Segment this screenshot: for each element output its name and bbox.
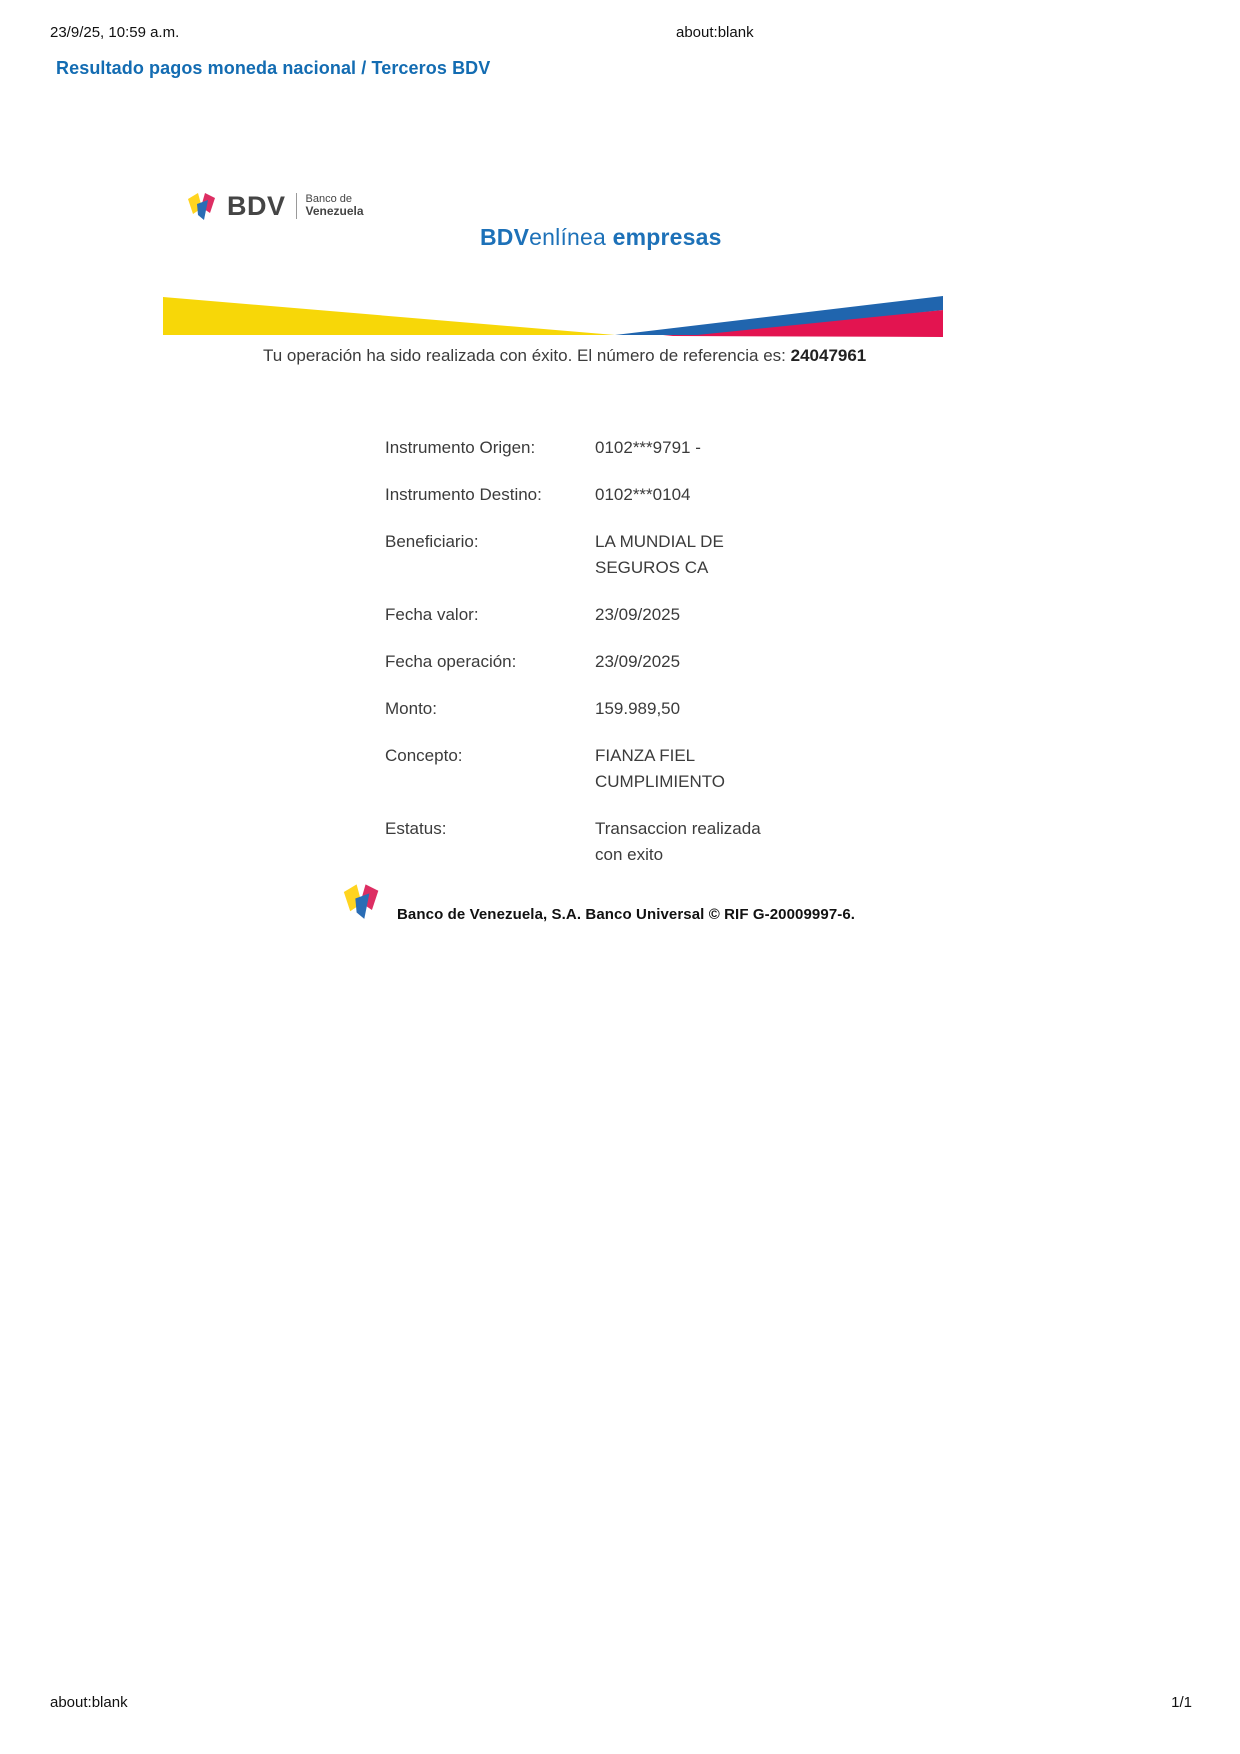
page-title: Resultado pagos moneda nacional / Terceros BDV — [56, 58, 491, 78]
print-header-datetime: 23/9/25, 10:59 a.m. — [50, 24, 180, 41]
detail-label: Fecha operación: — [385, 652, 517, 671]
detail-label: Beneficiario: — [385, 532, 479, 551]
detail-label: Concepto: — [385, 746, 463, 765]
detail-value: LA MUNDIAL DE SEGUROS CA — [595, 532, 724, 577]
brand-line — [480, 224, 722, 251]
success-message — [263, 346, 923, 366]
bank-name — [306, 194, 364, 218]
detail-label: Monto: — [385, 699, 437, 718]
detail-value: 23/09/2025 — [595, 605, 681, 624]
bank-name-line1: Banco de — [305, 192, 352, 205]
details-table — [385, 435, 785, 868]
brand-bdv: BDV — [480, 224, 530, 250]
print-header-title: about:blank — [676, 24, 754, 41]
legal-footer: Banco de Venezuela, S.A. Banco Universal © RIF G-20009997-6. — [397, 906, 856, 923]
brand-enlinea: enlínea — [529, 224, 607, 250]
brand-empresas: empresas — [606, 224, 722, 250]
detail-label: Estatus: — [385, 819, 447, 838]
detail-value: 23/09/2025 — [595, 652, 681, 671]
logo-divider — [296, 193, 297, 219]
bdv-logo-icon — [185, 190, 221, 222]
detail-label: Instrumento Destino: — [385, 485, 542, 504]
bdv-wordmark: BDV — [227, 190, 286, 221]
receipt-content — [163, 180, 943, 1080]
detail-label: Instrumento Origen: — [385, 438, 536, 457]
reference-number: 24047961 — [790, 346, 867, 365]
detail-value: Transaccion realizada con exito — [595, 819, 761, 864]
detail-value: 0102***0104 — [595, 485, 691, 504]
print-footer-page-number: 1/1 — [1171, 1694, 1192, 1711]
print-footer-url: about:blank — [50, 1694, 128, 1711]
bdv-logo — [185, 190, 364, 222]
detail-value: 159.989,50 — [595, 699, 681, 718]
detail-value: FIANZA FIEL CUMPLIMIENTO — [595, 746, 726, 791]
ribbon-banner — [163, 292, 943, 338]
success-text: Tu operación ha sido realizada con éxito. El número de referencia es: — [263, 346, 791, 365]
bdv-footer-logo-icon — [340, 880, 386, 922]
detail-value: 0102***9791 - — [595, 438, 701, 457]
detail-label: Fecha valor: — [385, 605, 479, 624]
bank-name-line2: Venezuela — [305, 204, 364, 219]
